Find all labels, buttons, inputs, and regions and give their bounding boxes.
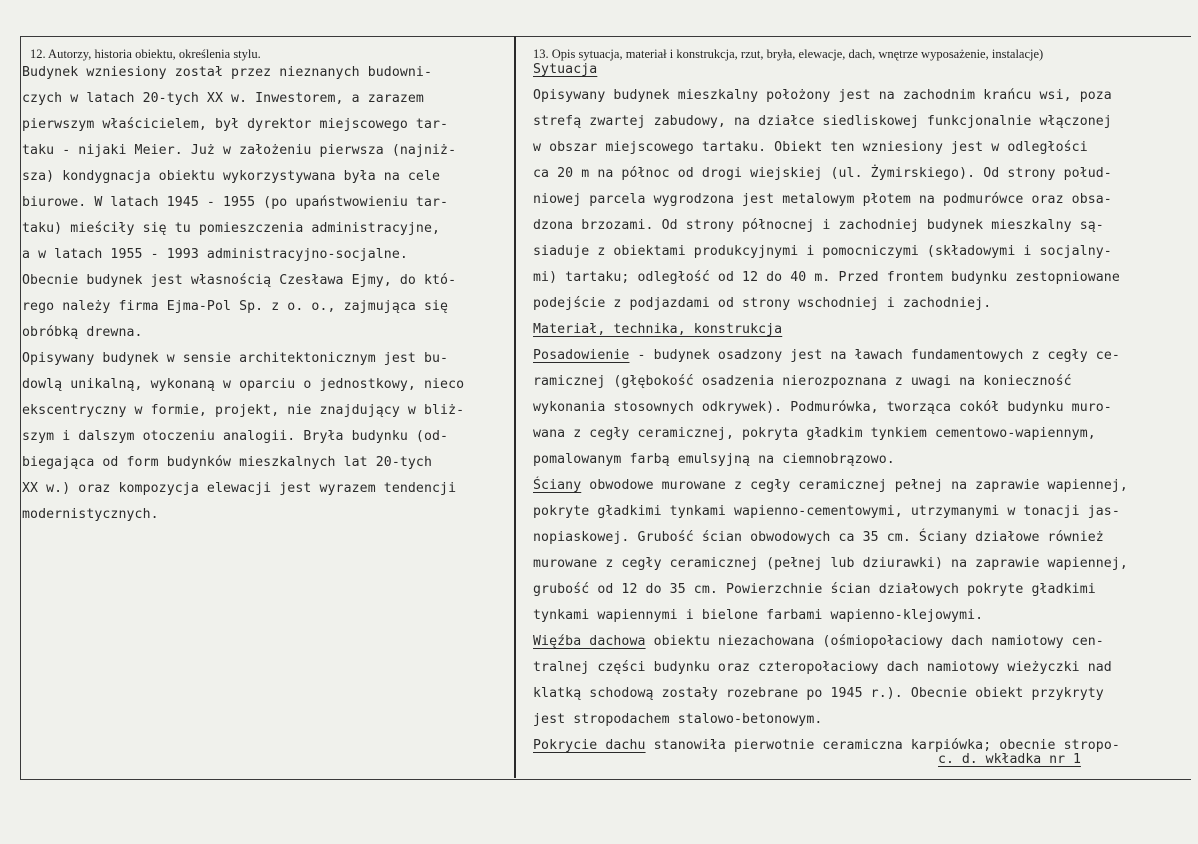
text-line [533,551,1198,577]
text-line: dowlą unikalną, wykonaną w oparciu o jednostkowy, nieco [22,377,465,392]
text-line: czych w latach 20-tych XX w. Inwestorem, a zarazem [22,91,424,106]
text-line [533,525,1198,551]
text-line [533,681,1198,707]
text-line [533,707,1198,733]
text-line [533,629,1198,655]
subheading: Ściany [533,478,582,493]
continuation-note: c. d. wkładka nr 1 [938,752,1081,767]
paragraph-text: w obszar miejscowego tartaku. Obiekt ten wzniesiony jest w odległości [533,140,1088,155]
paragraph-text: murowane z cegły ceramicznej (pełnej lub dziurawki) na zaprawie wapiennej, [533,556,1128,571]
text-line [533,603,1198,629]
text-line: pierwszym właścicielem, był dyrektor miejscowego tar- [22,117,449,132]
section-12-header: 12. Autorzy, historia obiektu, określenia stylu. [30,47,261,61]
text-line [533,291,1198,317]
paragraph-text: dzona brzozami. Od strony północnej i zachodniej budynek mieszkalny są- [533,218,1104,233]
text-line [533,369,1198,395]
text-line [533,343,1198,369]
text-line: Budynek wzniesiony został przez nieznanych budowni- [22,65,433,80]
text-line: obróbką drewna. [22,325,143,340]
paragraph-text: wykonania stosownych odkrywek). Podmurówka, tworząca cokół budynku muro- [533,400,1112,415]
paragraph-text: siaduje z obiektami produkcyjnymi i pomocniczymi (składowymi i socjalny- [533,244,1112,259]
text-line: Opisywany budynek w sensie architektonicznym jest bu- [22,351,449,366]
text-line: XX w.) oraz kompozycja elewacji jest wyrazem tendencji [22,481,457,496]
paragraph-text: strefą zwartej zabudowy, na działce siedliskowej funkcjonalnie włączonej [533,114,1112,129]
paragraph-text: obiektu niezachowana (ośmiopołaciowy dach namiotowy cen- [645,634,1104,649]
subheading: Sytuacja [533,62,598,77]
text-line [533,57,1198,83]
text-line: rego należy firma Ejma-Pol Sp. z o. o., zajmująca się [22,299,449,314]
paragraph-text: podejście z podjazdami od strony wschodniej i zachodniej. [533,296,992,311]
text-line: taku - nijaki Meier. Już w założeniu pierwsza (najniż- [22,143,457,158]
text-line: szym i dalszym otoczeniu analogii. Bryła budynku (od- [22,429,449,444]
column-divider [514,36,516,778]
text-line: a w latach 1955 - 1993 administracyjno-socjalne. [22,247,408,262]
text-line [533,733,1198,759]
paragraph-text: pokryte gładkimi tynkami wapienno-cementowymi, utrzymanymi w tonacji jas- [533,504,1120,519]
text-line [533,577,1198,603]
paragraph-text: wana z cegły ceramicznej, pokryta gładkim tynkiem cementowo-wapiennym, [533,426,1096,441]
text-line: Obecnie budynek jest własnością Czesława Ejmy, do któ- [22,273,457,288]
text-line: ekscentryczny w formie, projekt, nie znajdujący w bliż- [22,403,465,418]
paragraph-text: mi) tartaku; odległość od 12 do 40 m. Przed frontem budynku zestopniowane [533,270,1120,285]
text-line [533,473,1198,499]
paragraph-text: tynkami wapiennymi i bielone farbami wapienno-klejowymi. [533,608,984,623]
paragraph-text: jest stropodachem stalowo-betonowym. [533,712,823,727]
paragraph-text: obwodowe murowane z cegły ceramicznej pełnej na zaprawie wapiennej, [581,478,1128,493]
text-line [533,213,1198,239]
text-line [533,447,1198,473]
text-line [533,83,1198,109]
paragraph-text: niowej parcela wygrodzona jest metalowym płotem na podmurówce oraz obsa- [533,192,1112,207]
paragraph-text: grubość od 12 do 35 cm. Powierzchnie ścian działowych pokryte gładkimi [533,582,1096,597]
text-line [533,135,1198,161]
paragraph-text: pomalowanym farbą emulsyjną na ciemnobrązowo. [533,452,895,467]
paragraph-text: nopiaskowej. Grubość ścian obwodowych ca 35 cm. Ściany działowe również [533,530,1104,545]
subheading: Więźba dachowa [533,634,646,649]
text-line [533,317,1198,343]
paragraph-text: ca 20 m na północ od drogi wiejskiej (ul. Żymirskiego). Od strony połud- [533,166,1112,181]
section-13-header: 13. Opis sytuacja, materiał i konstrukcja, rzut, bryła, elewacje, dach, wnętrze wyposażenie, instalacje) [533,47,1044,61]
text-line [533,499,1198,525]
text-line [533,395,1198,421]
text-line [533,265,1198,291]
paragraph-text: Opisywany budynek mieszkalny położony jest na zachodnim krańcu wsi, poza [533,88,1112,103]
subheading: Materiał, technika, konstrukcja [533,322,783,337]
paragraph-text: tralnej części budynku oraz czteropołaciowy dach namiotowy wieżyczki nad [533,660,1112,675]
text-line [533,239,1198,265]
text-line [533,109,1198,135]
paragraph-text: ramicznej (głębokość osadzenia nierozpoznana z uwagi na konieczność [533,374,1072,389]
subheading: Posadowienie [533,348,630,363]
text-line [533,421,1198,447]
paragraph-text: - budynek osadzony jest na ławach fundamentowych z cegły ce- [629,348,1120,363]
paragraph-text: klatką schodową zostały rozebrane po 1945 r.). Obecnie obiekt przykryty [533,686,1104,701]
section-13-text [533,57,1198,759]
text-line: sza) kondygnacja obiektu wykorzystywana była na cele [22,169,441,184]
paragraph-text: stanowiła pierwotnie ceramiczna karpiówka; obecnie stropo- [645,738,1120,753]
section-12-text [22,60,514,528]
text-line: modernistycznych. [22,507,159,522]
text-line [533,187,1198,213]
text-line: biegająca od form budynków mieszkalnych lat 20-tych [22,455,433,470]
subheading: Pokrycie dachu [533,738,646,753]
text-line: taku) mieściły się tu pomieszczenia administracyjne, [22,221,441,236]
text-line: biurowe. W latach 1945 - 1955 (po upaństwowieniu tar- [22,195,449,210]
text-line [533,655,1198,681]
text-line [533,161,1198,187]
